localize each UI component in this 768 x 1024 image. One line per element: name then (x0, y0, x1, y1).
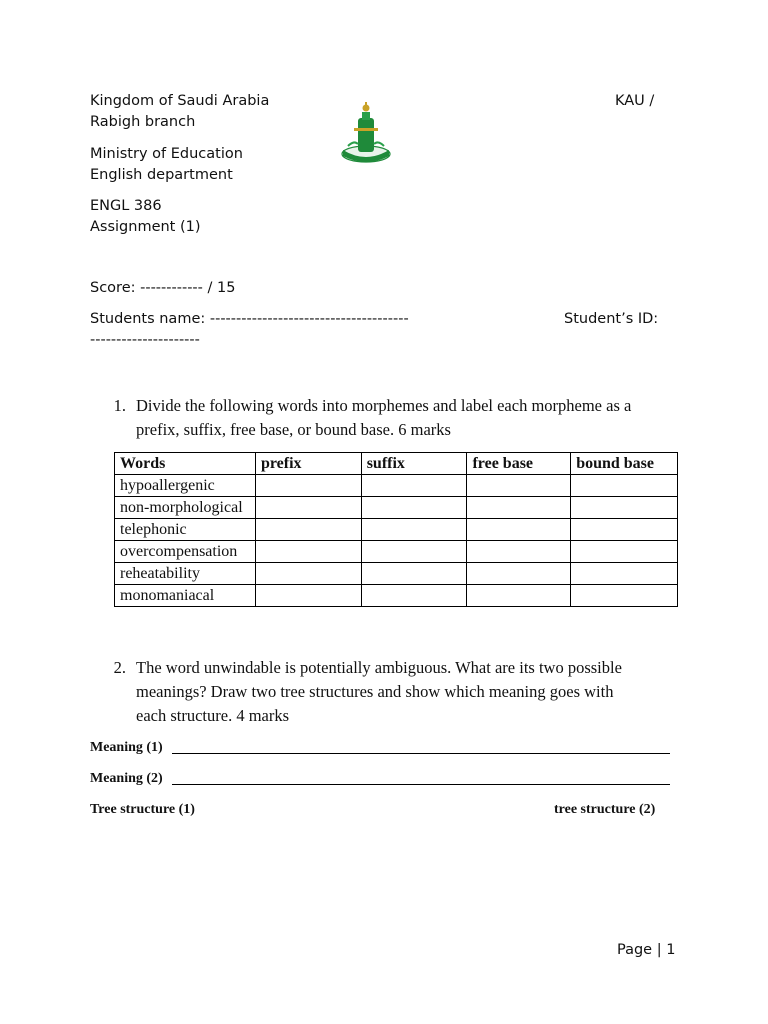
header-line-department: English department (90, 167, 233, 183)
column-header-prefix: prefix (255, 453, 361, 475)
student-name-continuation: --------------------- (90, 332, 200, 348)
header-course (90, 196, 201, 238)
page-number: Page | 1 (617, 942, 676, 958)
header-line-kingdom: Kingdom of Saudi Arabia (90, 93, 270, 109)
answer-cell-prefix[interactable] (255, 519, 361, 541)
answer-cell-bound-base[interactable] (571, 585, 678, 607)
answer-cell-bound-base[interactable] (571, 497, 678, 519)
meaning-2-answer-line[interactable] (172, 784, 670, 785)
word-cell: overcompensation (115, 541, 256, 563)
answer-cell-prefix[interactable] (255, 475, 361, 497)
answer-cell-bound-base[interactable] (571, 563, 678, 585)
answer-cell-suffix[interactable] (361, 519, 467, 541)
question-2-number: 2. (113, 658, 126, 677)
university-logo (340, 100, 392, 168)
column-header-suffix: suffix (361, 453, 467, 475)
answer-cell-bound-base[interactable] (571, 519, 678, 541)
answer-cell-free-base[interactable] (467, 585, 571, 607)
question-2-line-2: meanings? Draw two tree structures and show which meaning goes with (136, 682, 614, 701)
answer-cell-prefix[interactable] (255, 541, 361, 563)
tree-structure-1-label: Tree structure (1) (90, 802, 195, 817)
word-cell: hypoallergenic (115, 475, 256, 497)
question-2-line-1: The word unwindable is potentially ambiguous. What are its two possible (136, 658, 622, 677)
answer-cell-suffix[interactable] (361, 563, 467, 585)
header-line-assignment: Assignment (1) (90, 219, 201, 235)
answer-cell-free-base[interactable] (467, 475, 571, 497)
answer-cell-prefix[interactable] (255, 563, 361, 585)
table-header-row (115, 453, 678, 475)
question-1-number: 1. (113, 396, 126, 415)
tree-structure-2-label: tree structure (2) (554, 802, 656, 817)
header-line-course-code: ENGL 386 (90, 198, 162, 214)
question-1-text (136, 394, 631, 442)
header-ministry (90, 144, 243, 186)
answer-cell-free-base[interactable] (467, 541, 571, 563)
header-line-branch: Rabigh branch (90, 114, 196, 130)
word-cell: reheatability (115, 563, 256, 585)
question-2-line-3: each structure. 4 marks (136, 706, 290, 725)
student-id-label: Student’s ID: (564, 311, 659, 327)
header-kau: KAU / (615, 93, 655, 109)
word-cell: telephonic (115, 519, 256, 541)
answer-cell-free-base[interactable] (467, 563, 571, 585)
meaning-1-answer-line[interactable] (172, 753, 670, 754)
morpheme-table (114, 452, 678, 607)
question-1-line-2: prefix, suffix, free base, or bound base. 6 marks (136, 420, 451, 439)
answer-cell-suffix[interactable] (361, 475, 467, 497)
table-row (115, 541, 678, 563)
answer-cell-suffix[interactable] (361, 497, 467, 519)
answer-cell-prefix[interactable] (255, 585, 361, 607)
header-institution (90, 91, 269, 133)
header-line-ministry: Ministry of Education (90, 146, 243, 162)
question-1-line-1: Divide the following words into morphemes and label each morpheme as a (136, 396, 632, 415)
word-cell: non-morphological (115, 497, 256, 519)
column-header-words: Words (115, 453, 256, 475)
table-row (115, 585, 678, 607)
answer-cell-free-base[interactable] (467, 519, 571, 541)
table-row (115, 519, 678, 541)
column-header-bound-base: bound base (571, 453, 678, 475)
answer-cell-prefix[interactable] (255, 497, 361, 519)
answer-cell-suffix[interactable] (361, 585, 467, 607)
question-2-text (136, 656, 622, 728)
answer-cell-suffix[interactable] (361, 541, 467, 563)
score-line: Score: ------------ / 15 (90, 280, 236, 296)
answer-cell-bound-base[interactable] (571, 475, 678, 497)
table-row (115, 475, 678, 497)
student-name-line: Students name: -------------------------------------- (90, 311, 409, 327)
meaning-2-label: Meaning (2) (90, 771, 163, 786)
table-row (115, 497, 678, 519)
column-header-free-base: free base (467, 453, 571, 475)
answer-cell-free-base[interactable] (467, 497, 571, 519)
table-row (115, 563, 678, 585)
answer-cell-bound-base[interactable] (571, 541, 678, 563)
meaning-1-label: Meaning (1) (90, 740, 163, 755)
word-cell: monomaniacal (115, 585, 256, 607)
